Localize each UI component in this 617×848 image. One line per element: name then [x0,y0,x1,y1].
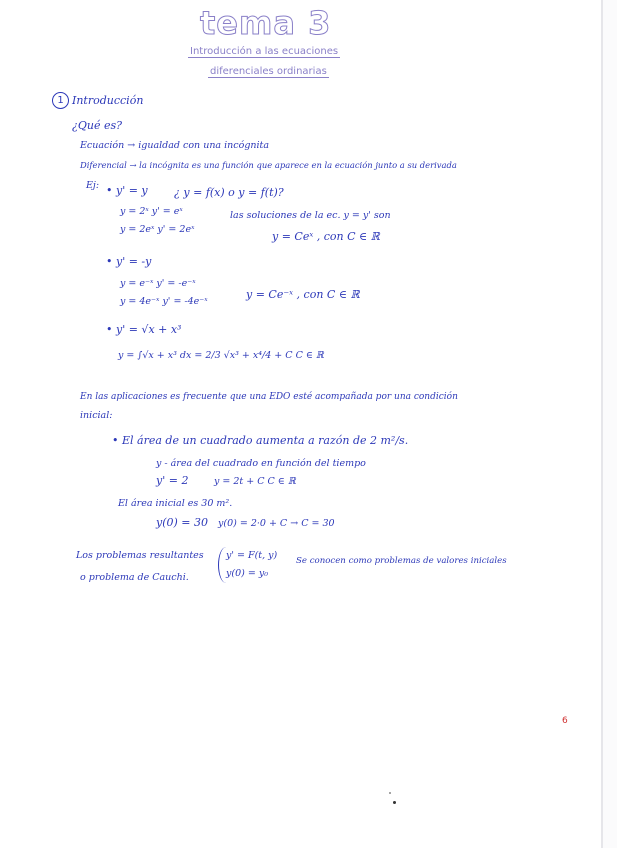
ink-dot-small [389,792,391,794]
example1-note: las soluciones de la ec. y = y' son [230,210,391,221]
area-derivative: y' = 2 [156,474,189,487]
definition-diferencial: Diferencial → la incógnita es una función que aparece en la ecuación junto a su derivada [80,160,457,170]
example1-solution: y = Ceˣ , con C ∈ ℝ [272,230,380,243]
question-que-es: ¿Qué es? [72,119,123,132]
section-heading: Introducción [72,94,144,107]
example2-equation: • y' = -y [106,255,152,268]
cauchy-system-eq1: y' = F(t, y) [226,550,278,561]
example3-integral: y = ∫√x + x³ dx = 2/3 √x³ + x⁴/4 + C C ∈ ℝ [118,350,324,361]
page-edge [603,0,617,848]
area-initial-value: y(0) = 30 [156,516,209,529]
example2-line1: y = e⁻ˣ y' = -e⁻ˣ [120,278,196,289]
section-number: 1 [52,92,69,109]
page-edge-line [601,0,603,848]
example1-question: ¿ y = f(x) o y = f(t)? [174,186,284,199]
corner-mark: 6 [562,716,568,726]
example2-line2: y = 4e⁻ˣ y' = -4e⁻ˣ [120,296,208,307]
applications-line1: En las aplicaciones es frecuente que una EDO esté acompañada por una condición [80,392,458,402]
area-statement: • El área de un cuadrado aumenta a razón de 2 m²/s. [112,434,409,447]
example1-line2: y = 2eˣ y' = 2eˣ [120,224,195,235]
area-solution: y = 2t + C C ∈ ℝ [214,476,296,487]
subtitle-line-1: Introducción a las ecuaciones [190,46,339,57]
cauchy-left-line2: o problema de Cauchi. [80,572,189,583]
area-initial-text: El área inicial es 30 m². [118,498,233,509]
example3-equation: • y' = √x + x³ [106,323,182,336]
cauchy-right-text: Se conocen como problemas de valores iniciales [296,556,507,566]
example1-line1: y = 2ˣ y' = eˣ [120,206,183,217]
example2-solution: y = Ce⁻ˣ , con C ∈ ℝ [246,288,360,301]
subtitle-line-2: diferenciales ordinarias [210,66,327,77]
page-title: tema 3 [200,4,332,42]
cauchy-left-line1: Los problemas resultantes [76,550,204,561]
cauchy-system-eq2: y(0) = y₀ [226,568,268,579]
ink-dot [393,801,396,804]
examples-label: Ej: [86,180,100,191]
example1-equation: • y' = y [106,184,148,197]
definition-ecuacion: Ecuación → igualdad con una incógnita [80,140,270,151]
area-definition: y - área del cuadrado en función del tiempo [156,458,366,469]
applications-line2: inicial: [80,410,113,421]
area-constant-calc: y(0) = 2·0 + C → C = 30 [218,518,335,529]
